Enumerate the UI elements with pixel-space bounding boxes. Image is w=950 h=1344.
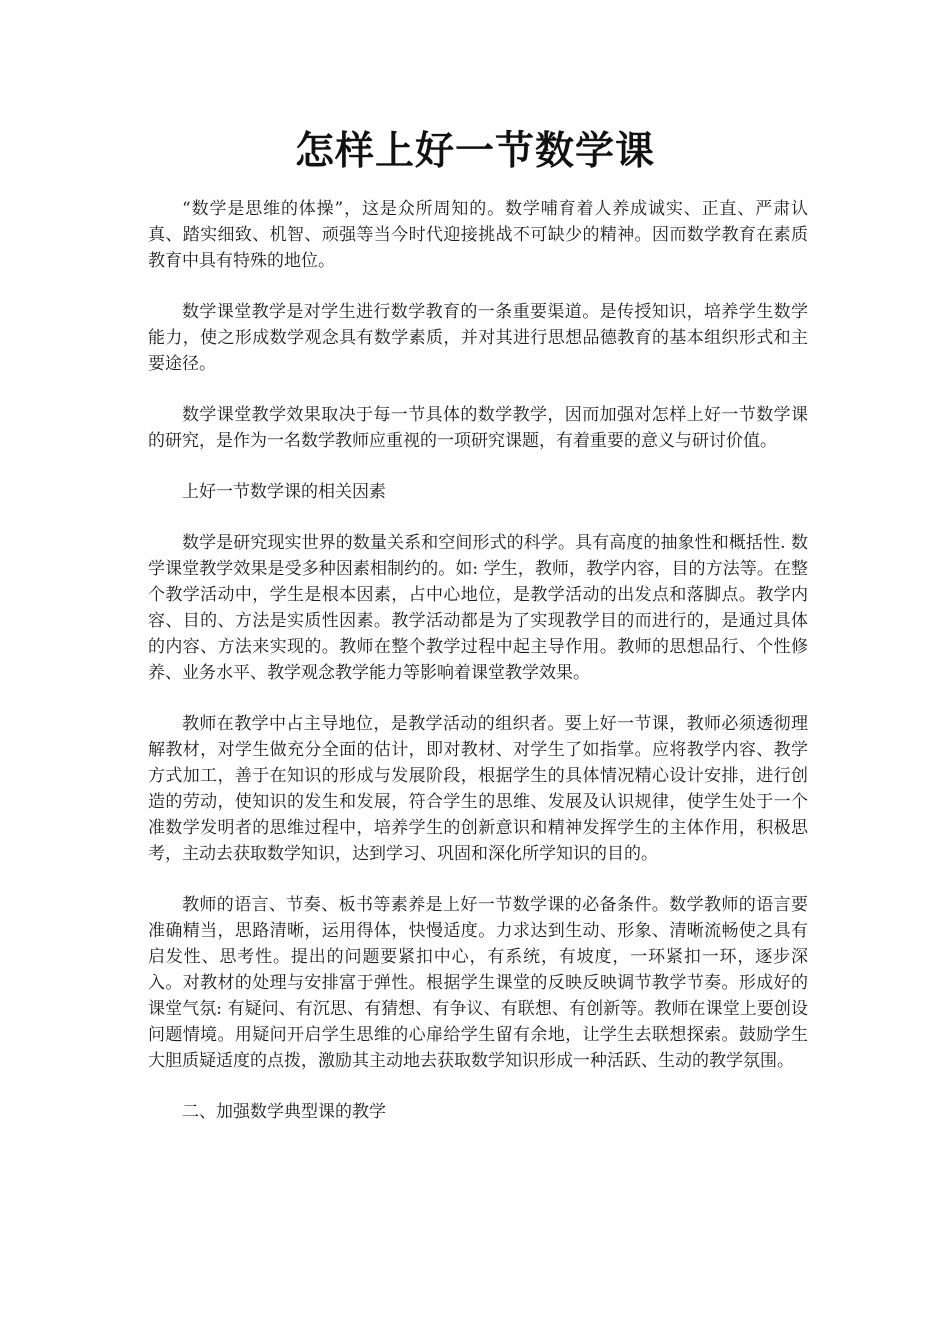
paragraph-factors: 数学是研究现实世界的数量关系和空间形式的科学。具有高度的抽象性和概括性. 数学课堂教学效果是受多种因素相制约的。如: 学生，教师，教学内容，目的方法等。在整个教学活动中，学生是根本因素，占中心地位，是教学活动的出发点和落脚点。教学内容、目的、方法是实质性因素。教学活动都是为了实现教学目的而进行的，是通过具体的内容、方法来实现的。教师在整个教学过程中起主导作用。教师的思想品行、个性修养、业务水平、教学观念教学能力等影响着课堂教学效果。: [148, 533, 808, 683]
paragraph-teaching-effect: 数学课堂教学效果取决于每一节具体的数学教学，因而加强对怎样上好一节数学课的研究，是作为一名数学教师应重视的一项研究课题，有着重要的意义与研讨价值。: [148, 405, 808, 451]
section-heading-factors: 上好一节数学课的相关因素: [182, 482, 386, 502]
section-heading-typical-lessons: 二、加强数学典型课的教学: [182, 1102, 386, 1122]
paragraph-teacher-skills: 教师的语言、节奏、板书等素养是上好一节数学课的必备条件。数学教师的语言要准确精当，思路清晰，运用得体，快慢适度。力求达到生动、形象、清晰流畅使之具有启发性、思考性。提出的问题要紧扣中心，有系统，有坡度，一环紧扣一环，逐步深入。对教材的处理与安排富于弹性。根据学生课堂的反映反映调节教学节奏。形成好的课堂气氛: 有疑问、有沉思、有猜想、有争议、有联想、有创新等。教师在课堂上要创设问题情境。用疑问开启学生思维的心扉给学生留有余地，让学生去联想探索。鼓励学生大胆质疑适度的点拨，激励其主动地去获取数学知识形成一种活跃、生动的教学氛围。: [148, 895, 808, 1071]
document-title: 怎样上好一节数学课: [294, 128, 655, 174]
document-body: [148, 196, 808, 1150]
paragraph-classroom-teaching: 数学课堂教学是对学生进行数学教育的一条重要渠道。是传授知识，培养学生数学能力，使之形成数学观念具有数学素质，并对其进行思想品德教育的基本组织形式和主要途径。: [148, 302, 808, 374]
paragraph-teacher-role: 教师在教学中占主导地位，是教学活动的组织者。要上好一节课，教师必须透彻理解教材，对学生做充分全面的估计，即对教材、对学生了如指掌。应将教学内容、教学方式加工，善于在知识的形成与发展阶段，根据学生的具体情况精心设计安排，进行创造的劳动，使知识的发生和发展，符合学生的思维、发展及认识规律，使学生处于一个准数学发明者的思维过程中，培养学生的创新意识和精神发挥学生的主体作用，积极思考，主动去获取数学知识，达到学习、巩固和深化所学知识的目的。: [148, 714, 808, 864]
paragraph-intro: “数学是思维的体操”，这是众所周知的。数学哺育着人养成诚实、正直、严肃认真、踏实细致、机智、顽强等当今时代迎接挑战不可缺少的精神。因而数学教育在素质教育中具有特殊的地位。: [148, 199, 808, 271]
